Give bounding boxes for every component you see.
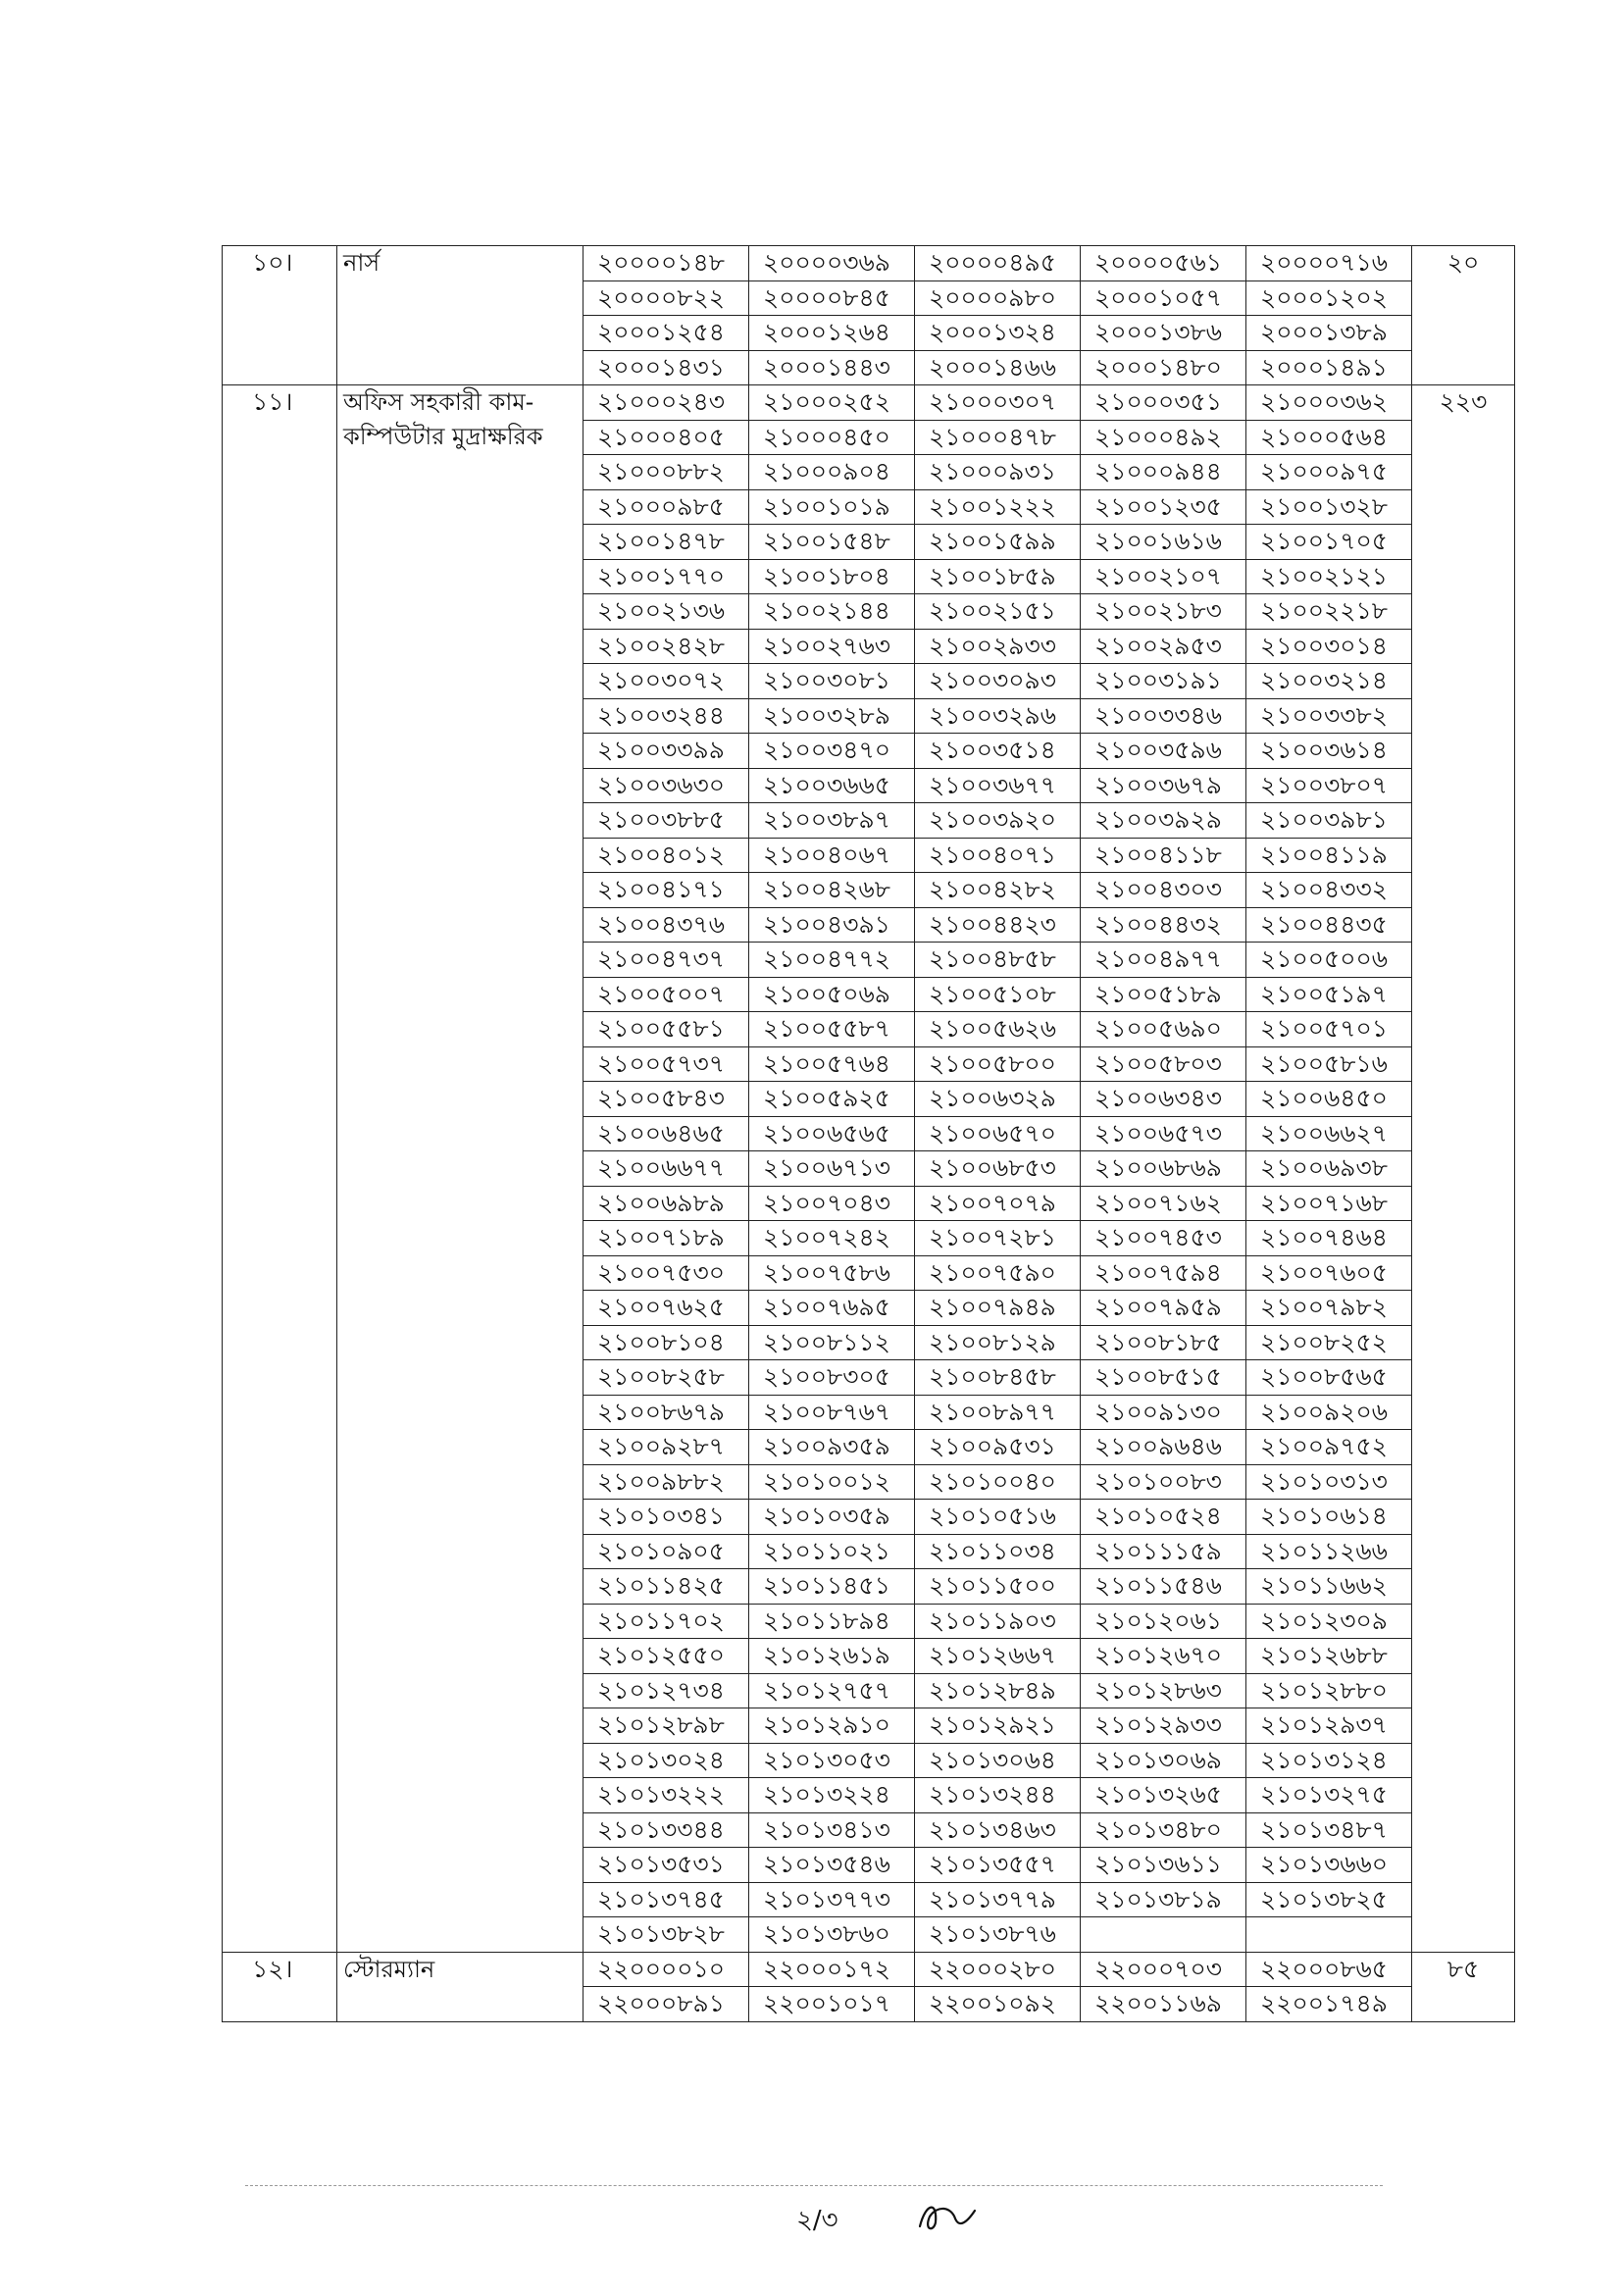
roll-number-cell: ২১০০৭০৭৯ — [915, 1186, 1081, 1221]
roll-number-cell: ২১০১৩৮২৮ — [584, 1917, 749, 1953]
roll-number-cell: ২১০০৭৯৮২ — [1246, 1291, 1412, 1326]
roll-number-cell: ২১০০০৯৩১ — [915, 455, 1081, 490]
roll-number-cell: ২০০০০৫৬১ — [1081, 246, 1246, 281]
roll-number-cell: ২১০০৭৪৫৩ — [1081, 1221, 1246, 1256]
roll-number-cell: ২১০১২৬৮৮ — [1246, 1639, 1412, 1674]
roll-number-cell: ২১০০৪৩০৩ — [1081, 873, 1246, 908]
roll-number-cell: ২১০০৩৬৭৭ — [915, 768, 1081, 803]
roll-number-cell: ২১০০৫৬৯০ — [1081, 1012, 1246, 1047]
roll-number-cell: ২১০০০৯০৪ — [749, 455, 915, 490]
roll-number-cell: ২১০০৭৫৩০ — [584, 1255, 749, 1291]
roll-number-cell: ২১০০১৫৪৮ — [749, 525, 915, 560]
roll-number-cell: ২১০১৩০৫৩ — [749, 1743, 915, 1778]
roll-number-cell: ২১০০৮৩০৫ — [749, 1360, 915, 1396]
roll-number-cell: ২১০০৬৫৭৩ — [1081, 1116, 1246, 1151]
roll-number-cell: ২১০০৮৫৬৫ — [1246, 1360, 1412, 1396]
roll-number-cell: ২১০০৭১৬৮ — [1246, 1186, 1412, 1221]
roll-number-cell: ২১০০৬৮৫৩ — [915, 1151, 1081, 1187]
roll-number-cell: ২১০০০৪৫০ — [749, 420, 915, 455]
roll-number-cell: ২১০০৪৩৩২ — [1246, 873, 1412, 908]
roll-number-cell: ২০০০১৪৯১ — [1246, 350, 1412, 385]
roll-number-cell: ২১০০২১৩৬ — [584, 594, 749, 630]
roll-number-cell: ২১০০৩৮৮৫ — [584, 803, 749, 839]
roll-number-cell: ২১০০৭১৮৯ — [584, 1221, 749, 1256]
roll-number-cell: ২১০০৩৩৮২ — [1246, 698, 1412, 734]
roll-number-cell: ২১০০৭৫৯৪ — [1081, 1255, 1246, 1291]
roll-number-cell: ২০০০১০৫৭ — [1081, 280, 1246, 316]
roll-number-cell: ২০০০১৪৪৩ — [749, 350, 915, 385]
roll-number-cell: ২১০০০৪৯২ — [1081, 420, 1246, 455]
roll-number-cell: ২১০১২৫৫০ — [584, 1639, 749, 1674]
roll-number-cell: ২১০১৩২৪৪ — [915, 1778, 1081, 1813]
candidate-count-cell: ২০ — [1412, 246, 1515, 385]
roll-number-cell: ২১০০৪৩৭৬ — [584, 907, 749, 943]
roll-number-cell: ২১০০৮৬৭৯ — [584, 1395, 749, 1430]
roll-number-cell: ২১০০৯৮৮২ — [584, 1464, 749, 1500]
roll-number-cell: ২১০১২৩০৯ — [1246, 1604, 1412, 1639]
roll-number-cell: ২১০০৭৯৪৯ — [915, 1291, 1081, 1326]
roll-number-cell: ২১০০১৭৭০ — [584, 559, 749, 594]
roll-number-cell: ২১০০৭২৪২ — [749, 1221, 915, 1256]
roll-number-cell: ২১০০৪৭৩৭ — [584, 943, 749, 978]
roll-number-cell: ২১০০৬৯৩৮ — [1246, 1151, 1412, 1187]
roll-number-cell: ২১০০১৭০৫ — [1246, 525, 1412, 560]
roll-number-cell: ২১০১২৯৩৩ — [1081, 1708, 1246, 1744]
roll-number-cell: ২১০১০৫১৬ — [915, 1500, 1081, 1535]
roll-number-cell: ২১০০৬৮৬৯ — [1081, 1151, 1246, 1187]
roll-number-cell: ২১০১৩২২৪ — [749, 1778, 915, 1813]
roll-number-cell: ২১০১৩৭৪৫ — [584, 1882, 749, 1917]
roll-number-cell: ২১০০৩৫৯৬ — [1081, 734, 1246, 769]
roll-number-cell: ২১০১১৫০০ — [915, 1569, 1081, 1605]
roll-number-cell: ২১০০৮১৮৫ — [1081, 1325, 1246, 1360]
roll-number-cell: ২১০১২৬৭০ — [1081, 1639, 1246, 1674]
roll-number-cell: ২১০০৭১৬২ — [1081, 1186, 1246, 1221]
table-row — [223, 1952, 1515, 1987]
roll-number-cell: ২০০০১২০২ — [1246, 280, 1412, 316]
roll-number-cell: ২১০১৩৬১১ — [1081, 1848, 1246, 1883]
roll-number-cell: ২১০০২১২১ — [1246, 559, 1412, 594]
roll-number-cell: ২১০০১৫৯৯ — [915, 525, 1081, 560]
table-row — [223, 385, 1515, 421]
roll-number-cell: ২১০১১৮৯৪ — [749, 1604, 915, 1639]
roll-number-cell: ২০০০০৩৬৯ — [749, 246, 915, 281]
roll-number-cell: ২১০০৩০৭২ — [584, 664, 749, 699]
roll-number-cell: ২১০০৬৬৭৭ — [584, 1151, 749, 1187]
roll-number-cell: ২১০০০৯৮৫ — [584, 489, 749, 525]
roll-number-cell: ২১০০৪১৭১ — [584, 873, 749, 908]
roll-number-cell: ২১০০৪০৬৭ — [749, 838, 915, 873]
roll-number-cell: ২১০০৭৫৯০ — [915, 1255, 1081, 1291]
roll-number-cell: ২১০০৩৫১৪ — [915, 734, 1081, 769]
roll-number-cell: ২২০০০২৮০ — [915, 1952, 1081, 1987]
roll-number-cell: ২১০০৯৫৩১ — [915, 1430, 1081, 1465]
roll-number-cell: ২১০০৫৭০১ — [1246, 1012, 1412, 1047]
roll-number-cell: ২১০০৩৪৭০ — [749, 734, 915, 769]
roll-number-cell: ২১০০৪৮৫৮ — [915, 943, 1081, 978]
roll-number-cell: ২১০০৪২৮২ — [915, 873, 1081, 908]
roll-number-cell: ২১০০৯৩৫৯ — [749, 1430, 915, 1465]
roll-number-cell: ২১০০৫৬২৬ — [915, 1012, 1081, 1047]
roll-number-cell: ২১০০২২১৮ — [1246, 594, 1412, 630]
roll-number-cell: ২১০১৩৪৬৩ — [915, 1812, 1081, 1848]
roll-number-cell: ২১০০৩২৪৪ — [584, 698, 749, 734]
roll-number-cell: ২১০০২১৫১ — [915, 594, 1081, 630]
roll-number-cell: ২১০০৪০১২ — [584, 838, 749, 873]
roll-number-cell: ২১০০০২৫২ — [749, 385, 915, 421]
roll-number-cell: ২১০০০৪৭৮ — [915, 420, 1081, 455]
roll-number-cell: ২১০০৬৭১৩ — [749, 1151, 915, 1187]
roll-number-cell: ২০০০১৩৮৯ — [1246, 316, 1412, 351]
roll-number-cell: ২১০০৬৫৬৫ — [749, 1116, 915, 1151]
roll-number-cell: ২১০০৫৮০০ — [915, 1046, 1081, 1082]
roll-number-cell: ২১০১১৫৪৬ — [1081, 1569, 1246, 1605]
roll-number-cell: ২১০০৮৯৭৭ — [915, 1395, 1081, 1430]
signature-initials — [912, 2193, 981, 2236]
roll-number-cell: ২১০০৩০১৪ — [1246, 629, 1412, 664]
roll-number-cell: ২১০০১৩২৮ — [1246, 489, 1412, 525]
roll-number-cell: ২২০০০৭০৩ — [1081, 1952, 1246, 1987]
roll-number-cell: ২১০১২৯২১ — [915, 1708, 1081, 1744]
roll-number-cell: ২১০০২১০৭ — [1081, 559, 1246, 594]
roll-number-cell: ২১০০৯৬৪৬ — [1081, 1430, 1246, 1465]
roll-number-cell: ২২০০১১৬৯ — [1081, 1987, 1246, 2022]
roll-number-cell: ২১০০৭৬৯৫ — [749, 1291, 915, 1326]
roll-number-cell: ২২০০১৭৪৯ — [1246, 1987, 1412, 2022]
roll-number-cell: ২১০০৩৩৪৬ — [1081, 698, 1246, 734]
roll-number-cell: ২১০০৫৮১৬ — [1246, 1046, 1412, 1082]
roll-number-cell: ২১০১৩২২২ — [584, 1778, 749, 1813]
roll-number-cell: ২০০০১২৫৪ — [584, 316, 749, 351]
roll-number-cell: ২১০০৭৬২৫ — [584, 1291, 749, 1326]
roll-number-cell: ২১০১২৮৬৩ — [1081, 1673, 1246, 1708]
roll-number-cell: ২১০০৩৬৬৫ — [749, 768, 915, 803]
roll-number-cell: ২১০০৮১২৯ — [915, 1325, 1081, 1360]
candidate-count-cell: ২২৩ — [1412, 385, 1515, 1953]
roll-number-cell: ২১০০৫৫৮১ — [584, 1012, 749, 1047]
roll-number-cell: ২১০০১০১৯ — [749, 489, 915, 525]
roll-number-cell: ২১০০৪৪২৩ — [915, 907, 1081, 943]
roll-number-cell: ২১০০১৮০৪ — [749, 559, 915, 594]
roll-number-cell: ২১০১৩০৬৪ — [915, 1743, 1081, 1778]
roll-number-cell: ২১০১৩৪১৩ — [749, 1812, 915, 1848]
roll-number-cell: ২১০১৩৭৭৯ — [915, 1882, 1081, 1917]
roll-number-cell: ২১০০৭৬০৫ — [1246, 1255, 1412, 1291]
roll-number-cell: ২১০০৫১০৮ — [915, 977, 1081, 1012]
roll-number-cell: ২১০০২৯৩৩ — [915, 629, 1081, 664]
roll-number-cell: ২১০০৩৯২০ — [915, 803, 1081, 839]
serial-number-cell: ১০। — [223, 246, 337, 385]
roll-number-cell: ২১০১০৬১৪ — [1246, 1500, 1412, 1535]
roll-number-cell: ২১০১০৫২৪ — [1081, 1500, 1246, 1535]
roll-number-cell: ২১০০৩২৮৯ — [749, 698, 915, 734]
roll-number-cell: ২১০০৬৩২৯ — [915, 1082, 1081, 1117]
roll-number-cell: ২১০০৩৬৭৯ — [1081, 768, 1246, 803]
roll-number-cell: ২১০০০৩৬২ — [1246, 385, 1412, 421]
roll-number-cell: ২১০১০৯০৫ — [584, 1534, 749, 1569]
roll-number-cell: ২১০১২৬৬৭ — [915, 1639, 1081, 1674]
roll-number-cell: ২১০০৫৫৮৭ — [749, 1012, 915, 1047]
roll-number-cell: ২০০০০৮৪৫ — [749, 280, 915, 316]
roll-number-cell: ২১০০৪২৬৮ — [749, 873, 915, 908]
roll-number-cell: ২১০১১৭০২ — [584, 1604, 749, 1639]
roll-number-cell: ২১০১১৬৬২ — [1246, 1569, 1412, 1605]
roll-number-cell: ২১০১৩৫৫৭ — [915, 1848, 1081, 1883]
roll-number-cell: ২০০০১৩২৪ — [915, 316, 1081, 351]
roll-number-cell: ২১০০৩৯২৯ — [1081, 803, 1246, 839]
roll-number-cell: ২১০০৩৩৯৯ — [584, 734, 749, 769]
roll-number-cell: ২১০০৬৪৫০ — [1246, 1082, 1412, 1117]
roll-number-cell: ২১০০৭২৮১ — [915, 1221, 1081, 1256]
roll-number-cell: ২১০১০০৮৩ — [1081, 1464, 1246, 1500]
roll-number-cell: ২১০১২৮৮০ — [1246, 1673, 1412, 1708]
roll-number-cell: ২১০১৩৮৭৬ — [915, 1917, 1081, 1953]
roll-number-cell: ২১০০৫৮৪৩ — [584, 1082, 749, 1117]
roll-number-cell: ২১০১৩৮১৯ — [1081, 1882, 1246, 1917]
roll-number-cell: ২১০০৩০৯৩ — [915, 664, 1081, 699]
roll-number-cell: ২১০১৩৮২৫ — [1246, 1882, 1412, 1917]
roll-number-cell: ২১০১২৮৯৮ — [584, 1708, 749, 1744]
serial-number-cell: ১২। — [223, 1952, 337, 2021]
roll-number-cell: ২১০১১০২১ — [749, 1534, 915, 1569]
roll-number-cell: ২১০১৩০৬৯ — [1081, 1743, 1246, 1778]
roll-number-cell: ২১০১১৯০৩ — [915, 1604, 1081, 1639]
roll-number-cell: ২১০০৭৯৫৯ — [1081, 1291, 1246, 1326]
roll-number-cell: ২২০০০০১০ — [584, 1952, 749, 1987]
roll-number-cell: ২১০০৬৩৪৩ — [1081, 1082, 1246, 1117]
roll-number-cell: ২১০০৯২৮৭ — [584, 1430, 749, 1465]
roll-number-cell: ২২০০০১৭২ — [749, 1952, 915, 1987]
roll-number-cell: ২১০০৯১৩০ — [1081, 1395, 1246, 1430]
roll-number-cell: ২১০১২৯১০ — [749, 1708, 915, 1744]
roll-number-cell: ২১০০০৪০৫ — [584, 420, 749, 455]
roll-number-cell: ২১০০৫১৯৭ — [1246, 977, 1412, 1012]
roll-number-cell: ২০০০০৯৮০ — [915, 280, 1081, 316]
roll-number-cell: ২১০০৯৭৫২ — [1246, 1430, 1412, 1465]
roll-number-cell: ২১০০৪১১৮ — [1081, 838, 1246, 873]
roll-number-cell: ২১০১৩৬৬০ — [1246, 1848, 1412, 1883]
roll-number-cell: ২১০১০০৪০ — [915, 1464, 1081, 1500]
roll-number-cell: ২১০০০৯৪৪ — [1081, 455, 1246, 490]
roll-number-cell: ২১০১১১৫৯ — [1081, 1534, 1246, 1569]
roll-number-cell: ২১০১২৯৩৭ — [1246, 1708, 1412, 1744]
roll-number-cell: ২১০০৫১৮৯ — [1081, 977, 1246, 1012]
page-number: ২/৩ — [796, 2206, 838, 2235]
roll-number-cell: ২১০০২১৪৪ — [749, 594, 915, 630]
roll-number-cell: ২১০০৩৬১৪ — [1246, 734, 1412, 769]
roll-number-cell: ২১০০৪০৭১ — [915, 838, 1081, 873]
roll-number-cell: ২১০১০৩৫৯ — [749, 1500, 915, 1535]
roll-number-cell: ২২০০১০৯২ — [915, 1987, 1081, 2022]
roll-number-cell: ২১০০১২২২ — [915, 489, 1081, 525]
roll-number-cell: ২১০১৩৪৮৭ — [1246, 1812, 1412, 1848]
roll-number-cell: ২১০০৬৬২৭ — [1246, 1116, 1412, 1151]
roll-number-cell: ২১০০৮২৫৮ — [584, 1360, 749, 1396]
roll-number-cell: ২১০০৩৮৯৭ — [749, 803, 915, 839]
roll-number-cell: ২১০০৭০৪৩ — [749, 1186, 915, 1221]
roll-number-cell: ২১০০৩৯৮১ — [1246, 803, 1412, 839]
roll-number-cell: ২১০১৩৩৪৪ — [584, 1812, 749, 1848]
roll-number-cell: ২১০০৬৫৭০ — [915, 1116, 1081, 1151]
roll-number-cell: ২১০০০৮৮২ — [584, 455, 749, 490]
roll-number-cell: ২১০০৩৬৩০ — [584, 768, 749, 803]
roll-number-cell: ২১০১১২৬৬ — [1246, 1534, 1412, 1569]
post-name-cell: অফিস সহকারী কাম-কম্পিউটার মুদ্রাক্ষরিক — [337, 385, 584, 1953]
roll-number-cell: ২১০১২৬১৯ — [749, 1639, 915, 1674]
roll-number-cell: ২১০০২১৮৩ — [1081, 594, 1246, 630]
roll-number-cell: ২১০১২০৬১ — [1081, 1604, 1246, 1639]
post-name-cell: স্টোরম্যান — [337, 1952, 584, 2021]
roll-number-cell: ২১০০৭৪৬৪ — [1246, 1221, 1412, 1256]
roll-number-cell: ২১০০৯২০৬ — [1246, 1395, 1412, 1430]
roll-number-cell: ২২০০০৮৬৫ — [1246, 1952, 1412, 1987]
roll-number-cell: ২০০০০৭১৬ — [1246, 246, 1412, 281]
roll-number-cell: ২১০০১৪৭৮ — [584, 525, 749, 560]
roll-number-cell: ২০০০০৪৯৫ — [915, 246, 1081, 281]
roll-number-cell: ২১০০০৯৭৫ — [1246, 455, 1412, 490]
post-name-cell: নার্স — [337, 246, 584, 385]
roll-number-cell: ২১০০১৬১৬ — [1081, 525, 1246, 560]
roll-number-cell: ২২০০০৮৯১ — [584, 1987, 749, 2022]
candidate-count-cell: ৮৫ — [1412, 1952, 1515, 2021]
roll-number-cell: ২১০১৩৪৮০ — [1081, 1812, 1246, 1848]
roll-number-cell: ২১০১৩০২৪ — [584, 1743, 749, 1778]
roll-number-cell: ২১০০৮১১২ — [749, 1325, 915, 1360]
roll-number-cell: ২১০১৩৫৩১ — [584, 1848, 749, 1883]
roll-number-cell: ২১০০২৯৫৩ — [1081, 629, 1246, 664]
roll-number-cell: ২০০০১৪৬৬ — [915, 350, 1081, 385]
roll-number-cell: ২১০০০৫৬৪ — [1246, 420, 1412, 455]
roll-number-cell: ২১০০৬৪৬৫ — [584, 1116, 749, 1151]
roll-number-cell: ২১০০৩২১৪ — [1246, 664, 1412, 699]
roll-number-cell: ২১০০৪৩৯১ — [749, 907, 915, 943]
roll-number-cell: ২১০০১৮৫৯ — [915, 559, 1081, 594]
roll-number-cell: ২১০০৪৪৩৫ — [1246, 907, 1412, 943]
roll-number-cell: ২০০০১৪৮০ — [1081, 350, 1246, 385]
roll-number-cell: ২১০০৫০৬৯ — [749, 977, 915, 1012]
results-table — [222, 245, 1515, 2022]
roll-number-cell: ২১০১১৪২৫ — [584, 1569, 749, 1605]
roll-number-cell: ২১০০৩৮০৭ — [1246, 768, 1412, 803]
roll-number-cell: ২০০০১২৬৪ — [749, 316, 915, 351]
roll-number-cell: ২০০০০১৪৮ — [584, 246, 749, 281]
roll-number-cell: ২১০০৩২৯৬ — [915, 698, 1081, 734]
roll-number-cell: ২১০১১৪৫১ — [749, 1569, 915, 1605]
roll-number-cell: ২১০১৩৮৬০ — [749, 1917, 915, 1953]
serial-number-cell: ১১। — [223, 385, 337, 1953]
roll-number-cell: ২১০১২৭৫৭ — [749, 1673, 915, 1708]
roll-number-cell: ২১০০০৩০৭ — [915, 385, 1081, 421]
roll-number-cell: ২১০০২৪২৮ — [584, 629, 749, 664]
roll-number-cell: ২১০১০৩১৩ — [1246, 1464, 1412, 1500]
roll-number-cell: ২১০০৫০০৬ — [1246, 943, 1412, 978]
roll-number-cell: ২১০০৩০৮১ — [749, 664, 915, 699]
roll-number-cell: ২১০১২৭৩৪ — [584, 1673, 749, 1708]
roll-number-cell: ২১০০৮৭৬৭ — [749, 1395, 915, 1430]
roll-number-cell — [1081, 1917, 1246, 1953]
roll-number-cell: ২১০১০৩৪১ — [584, 1500, 749, 1535]
results-table-body — [223, 246, 1515, 2022]
roll-number-cell: ২১০০২৭৬৩ — [749, 629, 915, 664]
roll-number-cell: ২১০০৮৫১৫ — [1081, 1360, 1246, 1396]
roll-number-cell: ২১০০০৩৫১ — [1081, 385, 1246, 421]
roll-number-cell: ২১০১১০৩৪ — [915, 1534, 1081, 1569]
roll-number-cell: ২১০০০২৪৩ — [584, 385, 749, 421]
roll-number-cell: ২১০০৩১৯১ — [1081, 664, 1246, 699]
roll-number-cell: ২২০০১০১৭ — [749, 1987, 915, 2022]
roll-number-cell: ২১০১৩৭৭৩ — [749, 1882, 915, 1917]
roll-number-cell: ২০০০০৮২২ — [584, 280, 749, 316]
roll-number-cell: ২১০০৮২৫২ — [1246, 1325, 1412, 1360]
roll-number-cell: ২১০০৬৯৮৯ — [584, 1186, 749, 1221]
roll-number-cell: ২১০১৩১২৪ — [1246, 1743, 1412, 1778]
roll-number-cell: ২১০১৩২৬৫ — [1081, 1778, 1246, 1813]
roll-number-cell: ২১০০৫০০৭ — [584, 977, 749, 1012]
roll-number-cell: ২১০০৫৮০৩ — [1081, 1046, 1246, 1082]
roll-number-cell: ২১০০৪১১৯ — [1246, 838, 1412, 873]
roll-number-cell: ২১০০১২৩৫ — [1081, 489, 1246, 525]
table-row — [223, 246, 1515, 281]
roll-number-cell: ২১০১৩২৭৫ — [1246, 1778, 1412, 1813]
footer-divider — [245, 2185, 1383, 2186]
roll-number-cell: ২০০০১৩৮৬ — [1081, 316, 1246, 351]
roll-number-cell: ২১০০৪৪৩২ — [1081, 907, 1246, 943]
roll-number-cell: ২১০১০০১২ — [749, 1464, 915, 1500]
roll-number-cell: ২০০০১৪৩১ — [584, 350, 749, 385]
roll-number-cell: ২১০০৪৯৭৭ — [1081, 943, 1246, 978]
roll-number-cell: ২১০০৫৭৬৪ — [749, 1046, 915, 1082]
roll-number-cell: ২১০১৩৫৪৬ — [749, 1848, 915, 1883]
roll-number-cell — [1246, 1917, 1412, 1953]
roll-number-cell: ২১০০৮১০৪ — [584, 1325, 749, 1360]
roll-number-cell: ২১০০৪৭৭২ — [749, 943, 915, 978]
roll-number-cell: ২১০০৫৭৩৭ — [584, 1046, 749, 1082]
roll-number-cell: ২১০০৭৫৮৬ — [749, 1255, 915, 1291]
roll-number-cell: ২১০০৮৪৫৮ — [915, 1360, 1081, 1396]
roll-number-cell: ২১০১২৮৪৯ — [915, 1673, 1081, 1708]
roll-number-cell: ২১০০৫৯২৫ — [749, 1082, 915, 1117]
